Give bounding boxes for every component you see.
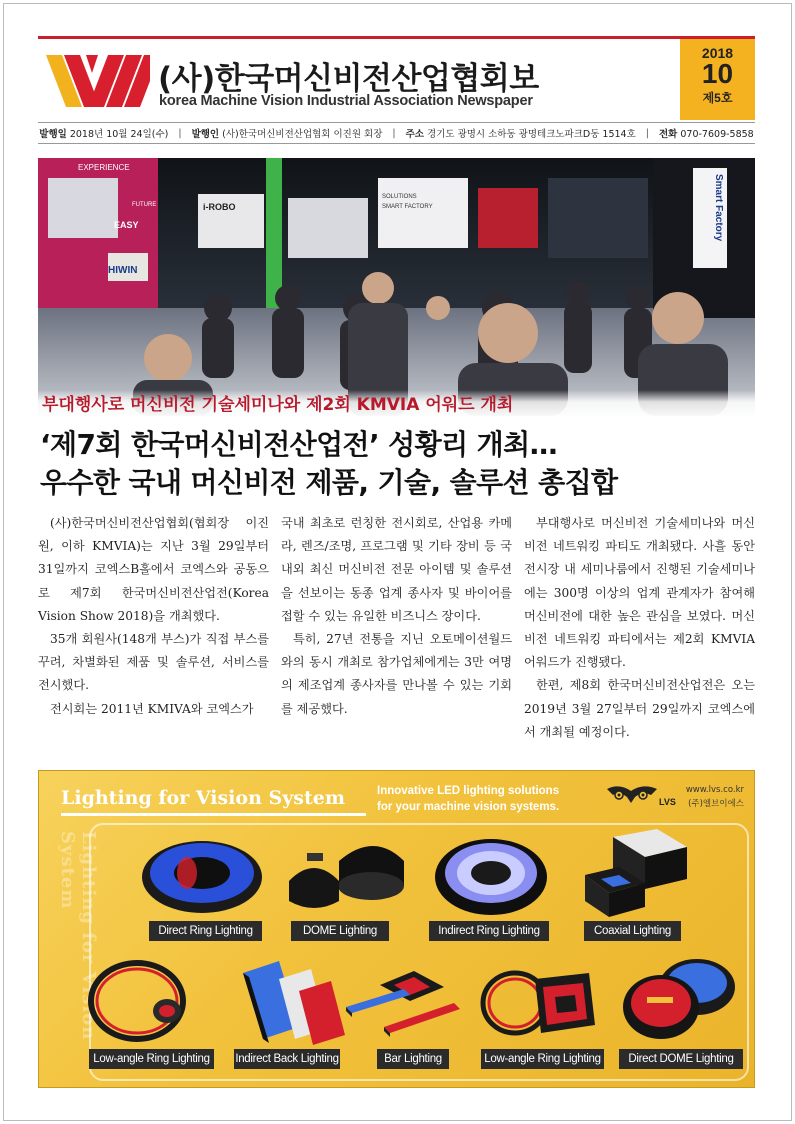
lvs-owl-logo-icon <box>605 781 685 815</box>
ad-url: www.lvs.co.kr <box>685 785 744 795</box>
direct-dome-lighting-image <box>619 947 739 1045</box>
hero-sign-hiwin: HIWIN <box>108 265 138 276</box>
ad-company: (주)엘브이에스 <box>688 799 744 809</box>
paragraph: 특히, 27년 전통을 지닌 오토메이션월드와의 동시 개최로 참가업체에게는 3만 여명의 제조업계 종사자를 만나볼 수 있는 기회를 제공했다. <box>281 632 512 716</box>
lvs-advertisement <box>38 770 755 1088</box>
issue-month: 10 <box>701 58 734 89</box>
publication-info-bar: 발행일 2018년 10월 24일(수) | 발행인 (사)한국머신비전산업협회 이진원 회장 | 주소 경기도 광명시 소하동 광명테크노파크D동 1514호 | 전화 070-7609-5858 <box>38 122 755 144</box>
exhibition-hall-photo <box>38 158 755 416</box>
headline-line-2: 우수한 국내 머신비전 제품, 기술, 솔루션 총집합 <box>40 466 618 499</box>
ad-tagline <box>377 783 559 815</box>
article-body <box>38 512 755 744</box>
hero-sign-smart-factory-banner: Smart Factory <box>713 174 724 242</box>
ad-title-underline <box>61 813 366 816</box>
paragraph: 35개 회원사(148개 부스)가 직접 부스를 꾸려, 차별화된 제품 및 솔루션, 서비스를 전시했다. <box>38 632 269 693</box>
issue-box <box>680 39 755 120</box>
product-label: Direct Ring Lighting <box>149 921 262 941</box>
paragraph: (사)한국머신비전산업협회(협회장 이진원, 이하 KMVIA)는 지난 3월 29일부터 31일까지 코엑스B홀에서 코엑스와 공동으로 제7회 한국머신비전산업전(Korea Vision Show 2018)을 개최했다. <box>38 516 269 623</box>
ad-contact <box>686 783 744 811</box>
sub-headline: 부대행사로 머신비전 기술세미나와 제2회 KMVIA 어워드 개최 <box>38 390 755 420</box>
article-column-3 <box>524 512 755 744</box>
issue-number: 제5호 <box>702 91 733 105</box>
paper-title: (사)한국머신비전산업협회보 <box>158 61 539 97</box>
hero-sign-future: FUTURE <box>132 202 157 208</box>
masthead <box>38 36 755 120</box>
publisher-label: 발행인 <box>191 129 220 140</box>
product-label: Bar Lighting <box>377 1049 449 1069</box>
product-label: Indirect Ring Lighting <box>429 921 549 941</box>
coaxial-lighting-image <box>579 827 689 922</box>
low-angle-ring-lighting-2-image <box>479 959 599 1047</box>
indirect-ring-lighting-image <box>431 833 551 918</box>
paragraph: 부대행사로 머신비전 기술세미나와 머신비전 네트워킹 파티도 개최됐다. 사흘 동안 전시장 내 세미나룸에서 진행된 기술세미나에는 300명 이상의 업계 관계자가 참여해 머신비전에 대한 높은 관심을 보였다. 머신비전 네트워킹 파티에서는 제2회 KMVIA 어워드가 진행됐다. <box>524 516 755 670</box>
product-label: Coaxial Lighting <box>584 921 681 941</box>
phone-label: 전화 <box>658 129 678 140</box>
article-column-1 <box>38 512 269 744</box>
publisher: (사)한국머신비전산업협회 이진원 회장 <box>222 129 383 140</box>
lvs-logo-text: LVS <box>659 797 676 807</box>
product-label: Low-angle Ring Lighting <box>89 1049 214 1069</box>
phone: 070-7609-5858 <box>680 129 754 140</box>
product-label: DOME Lighting <box>291 921 389 941</box>
address-label: 주소 <box>405 129 424 140</box>
ad-tagline-line-2: for your machine vision systems. <box>377 801 560 813</box>
association-logo-icon <box>46 55 150 107</box>
paper-subtitle: korea Machine Vision Industrial Association Newspaper <box>159 93 533 109</box>
headline <box>40 426 755 502</box>
hero-sign-solutions: SOLUTIONS <box>382 194 417 200</box>
bar-lighting-image <box>344 961 474 1046</box>
article-column-2 <box>281 512 512 744</box>
ad-tagline-line-1: Innovative LED lighting solutions <box>377 785 560 797</box>
publish-date: 2018년 10월 24일(수) <box>69 129 169 140</box>
low-angle-ring-lighting-image <box>87 959 187 1044</box>
ad-title: Lighting for Vision System <box>61 787 345 809</box>
product-label: Indirect Back Lighting <box>234 1049 340 1069</box>
hero-sign-smart-factory: SMART FACTORY <box>382 204 433 210</box>
hero-sign-irobo: i-ROBO <box>203 202 236 212</box>
paragraph: 국내 최초로 런칭한 전시회로, 산업용 카메라, 렌즈/조명, 프로그램 및 기타 장비 등 국내외 최신 머신비전 전문 아이템 및 솔루션을 선보이는 동종 업계 종사자 및 바이어를 접할 수 있는 유일한 비즈니스 장이다. <box>281 516 512 623</box>
product-label: Low-angle Ring Lighting <box>481 1049 604 1069</box>
issue-year: 2018 <box>701 45 734 61</box>
headline-line-1: ‘제7회 한국머신비전산업전’ 성황리 개최… <box>40 428 557 461</box>
hero-sign-experience: EXPERIENCE <box>78 163 130 172</box>
date-label: 발행일 <box>39 129 67 140</box>
hero-sign-easy: EASY <box>114 220 139 230</box>
indirect-back-lighting-image <box>239 957 349 1047</box>
product-label: Direct DOME Lighting <box>619 1049 743 1069</box>
dome-lighting-image <box>279 831 409 921</box>
direct-ring-lighting-image <box>137 833 267 918</box>
address: 경기도 광명시 소하동 광명테크노파크D동 1514호 <box>427 129 636 140</box>
paragraph: 전시회는 2011년 KMIVA와 코엑스가 <box>50 701 254 716</box>
paragraph: 한편, 제8회 한국머신비전산업전은 오는 2019년 3월 27일부터 29일까지 코엑스에서 개최될 예정이다. <box>524 678 755 739</box>
ad-vertical-text: Lighting for Vision System <box>57 831 99 1041</box>
